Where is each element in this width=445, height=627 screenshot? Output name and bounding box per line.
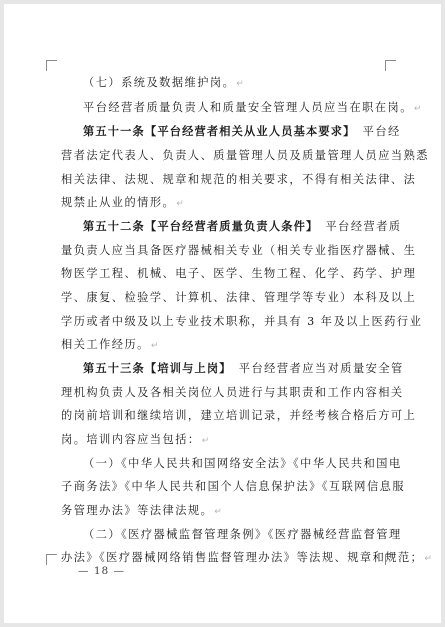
article-heading: 第五十一条【平台经营者相关从业人员基本要求】: [83, 124, 350, 138]
document-line: [83, 456, 441, 471]
body-text: 子商务法》《中华人民共和国个人信息保护法》《互联网信息服: [61, 480, 406, 493]
body-text: 营者法定代表人、负责人、质量管理人员及质量管理人员应当熟悉: [61, 149, 429, 162]
document-line: [61, 385, 441, 400]
body-text: 的岗前培训和继续培训，建立培训记录，并经考核合格后方可上: [61, 409, 417, 422]
document-line: [61, 479, 441, 494]
body-text: 办法》《医疗器械网络销售监督管理办法》等法规、规章和规范；: [61, 551, 424, 564]
body-text: 平台经营者质: [312, 220, 402, 233]
paragraph-mark-icon: ↵: [214, 507, 222, 517]
body-text: 平台经营者应当对质量安全管: [226, 362, 404, 375]
document-line: [83, 124, 441, 139]
document-line: [83, 75, 441, 92]
document-line: [83, 361, 441, 376]
article-heading: 第五十二条【平台经营者质量负责人条件】: [83, 219, 313, 233]
page-number-footer: — 18 —: [78, 565, 126, 577]
document-line: [61, 408, 441, 423]
body-text: 学、康复、检验学、计算机、法律、管理学等专业）本科及以上: [61, 291, 417, 304]
document-line: [61, 266, 441, 281]
document-line: [83, 100, 441, 117]
body-text: 理机构负责人及各相关岗位人员进行与其职责和工作内容相关: [61, 386, 404, 399]
body-text: 规禁止从业的情形。: [61, 196, 176, 209]
body-text: 学历或者中级及以上专业技术职称，并具有 3 年及以上医药行业: [61, 315, 423, 328]
paragraph-mark-icon: ↵: [236, 79, 244, 89]
document-line: [61, 314, 441, 329]
indented-text: （七）系统及数据维护岗。: [83, 76, 236, 89]
document-line: [61, 148, 441, 163]
document-line: [61, 290, 441, 305]
paragraph-mark-icon: ↵: [201, 436, 210, 446]
paragraph-mark-icon: ↵: [176, 199, 184, 209]
article-heading: 第五十三条【培训与上岗】: [83, 361, 227, 375]
body-text: 量负责人应当具备医疗器械相关专业（相关专业指医疗器械、生: [61, 244, 417, 257]
paragraph-mark-icon: ↵: [424, 554, 432, 564]
document-line: [61, 432, 441, 449]
indented-text: （一）《中华人民共和国网络安全法》《中华人民共和国电: [83, 457, 402, 470]
body-text: 平台经: [349, 125, 401, 138]
paragraph-mark-icon: ↵: [150, 341, 159, 351]
body-text: 务管理办法》等法律法规。: [61, 504, 214, 517]
document-line: [61, 503, 441, 520]
document-line: [61, 337, 441, 354]
body-text: 相关法律、法规、规章和规范的相关要求，不得有相关法律、法: [61, 173, 417, 186]
document-line: [61, 243, 441, 258]
body-text: 相关工作经历。: [61, 338, 150, 351]
document-line: [83, 527, 441, 542]
paragraph-mark-icon: ↵: [413, 104, 422, 114]
body-text: 物医学工程、机械、电子、医学、生物工程、化学、药学、护理: [61, 267, 417, 280]
indented-text: 平台经营者质量负责人和质量安全管理人员应当在职在岗。: [83, 101, 413, 114]
document-line: [61, 172, 441, 187]
indented-text: （二）《医疗器械监督管理条例》《医疗器械经营监督管理: [83, 528, 402, 541]
document-line: [61, 195, 441, 212]
body-text: 岗。培训内容应当包括：: [61, 433, 201, 446]
document-page: [4, 4, 441, 623]
document-line: [83, 219, 441, 234]
